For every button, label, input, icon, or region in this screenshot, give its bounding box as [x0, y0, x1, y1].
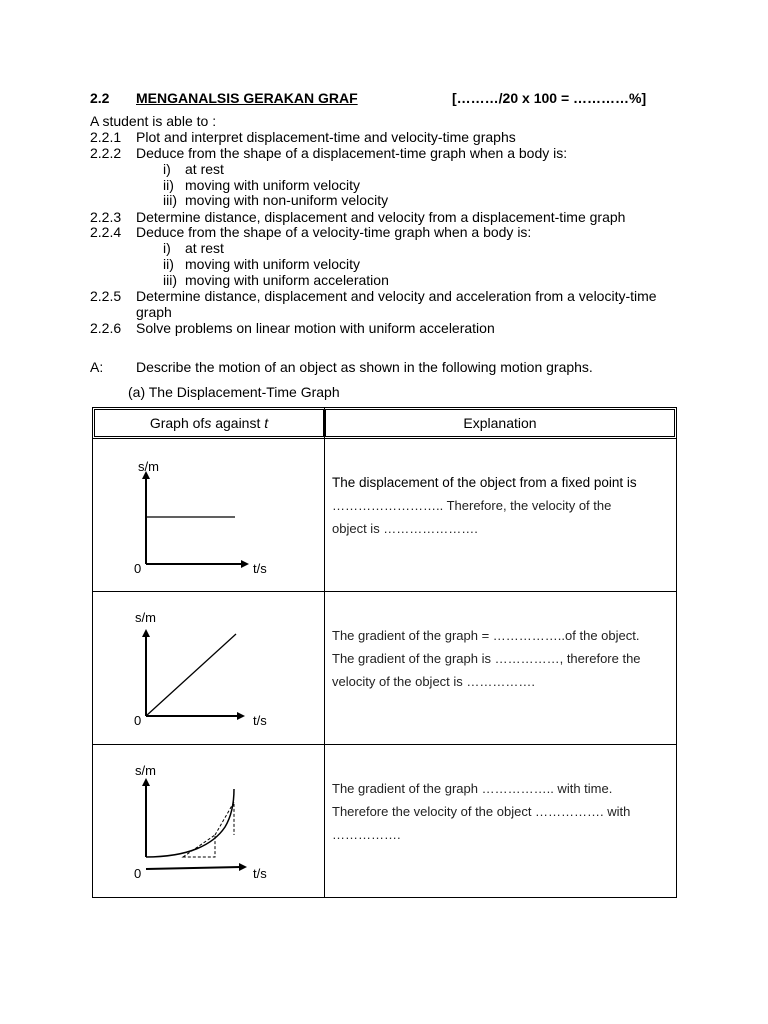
graph-cell [93, 592, 325, 745]
table-row [93, 745, 677, 898]
explanation-cell [325, 592, 677, 745]
y-axis-arrow [142, 629, 150, 637]
objective-number: 2.2.1 [90, 129, 122, 145]
objective-text: Determine distance, displacement and velocity from a displacement-time graph [136, 209, 626, 225]
motion-graph-table [92, 407, 677, 898]
explanation-line: The gradient of the graph …………….. with time. [332, 781, 613, 796]
axis-label-x: t/s [253, 713, 267, 728]
header-s-symbol: s [204, 415, 212, 431]
x-axis-arrow [237, 712, 245, 720]
subitem-text: moving with non-uniform velocity [185, 192, 389, 208]
axis-label-x: t/s [253, 561, 267, 576]
header-explanation-label: Explanation [463, 415, 537, 431]
header-t-symbol: t [264, 415, 269, 431]
subitem-text: moving with uniform velocity [185, 256, 361, 272]
axis-label-y: s/m [135, 610, 156, 625]
header-graph-mid: against [211, 415, 265, 431]
x-axis-arrow [239, 863, 247, 871]
explanation-line: The gradient of the graph = ……………..of the object. [332, 628, 640, 643]
x-axis [146, 867, 241, 869]
straight-line-mark [146, 634, 236, 716]
x-axis-arrow [241, 560, 249, 568]
header-explanation-column [325, 408, 677, 439]
section-number: 2.2 [90, 90, 110, 106]
explanation-line: ……………. [332, 827, 401, 842]
subitem-number: iii) [163, 272, 177, 288]
objective-text: Deduce from the shape of a displacement-time graph when a body is: [136, 145, 568, 161]
graph-cell [93, 745, 325, 898]
subitem-text: at rest [185, 161, 224, 177]
curve-mark [146, 789, 234, 857]
subitem-number: ii) [163, 256, 174, 272]
explanation-line: The displacement of the object from a fixed point is [332, 475, 637, 490]
objective-number: 2.2.3 [90, 209, 122, 225]
score-field: [………/20 x 100 = …………%] [452, 90, 647, 106]
objective-text: Deduce from the shape of a velocity-time graph when a body is: [136, 224, 532, 240]
intro-text: A student is able to : [90, 113, 217, 129]
origin-label: 0 [134, 561, 142, 576]
table-row [93, 592, 677, 745]
part-a-label: A: [90, 359, 104, 375]
explanation-line: Therefore the velocity of the object ……………. with [332, 804, 631, 819]
section-title: MENGANALSIS GERAKAN GRAF [136, 90, 358, 106]
part-a-subtitle: (a) The Displacement-Time Graph [128, 384, 340, 400]
subitem-number: i) [163, 161, 171, 177]
explanation-cell [325, 439, 677, 592]
explanation-line: velocity of the object is ……………. [332, 674, 536, 689]
displacement-time-graph-constant [93, 439, 324, 591]
origin-label: 0 [134, 866, 142, 881]
tangent-triangle-upper [215, 802, 234, 835]
explanation-line: The gradient of the graph is ……………, therefore the [332, 651, 641, 666]
explanation-line: object is …………………. [332, 521, 478, 536]
objective-text-continued: graph [136, 304, 172, 320]
subitem-text: moving with uniform acceleration [185, 272, 389, 288]
graph-cell [93, 439, 325, 592]
objective-number: 2.2.5 [90, 288, 122, 304]
subitem-number: i) [163, 240, 171, 256]
part-a-instruction: Describe the motion of an object as shown in the following motion graphs. [136, 359, 593, 375]
axis-label-y: s/m [135, 763, 156, 778]
table-row [93, 439, 677, 592]
header-graph-column [93, 408, 325, 439]
objective-number: 2.2.2 [90, 145, 122, 161]
objective-number: 2.2.6 [90, 320, 122, 336]
axis-label-x: t/s [253, 866, 267, 881]
header-graph-prefix: Graph of [149, 415, 205, 431]
explanation-cell [325, 745, 677, 898]
subitem-text: at rest [185, 240, 224, 256]
objective-number: 2.2.4 [90, 224, 122, 240]
y-axis-arrow [142, 778, 150, 786]
displacement-time-graph-linear [93, 592, 324, 744]
subitem-text: moving with uniform velocity [185, 177, 361, 193]
objective-text: Plot and interpret displacement-time and velocity-time graphs [136, 129, 516, 145]
subitem-number: ii) [163, 177, 174, 193]
explanation-line: …………………….. Therefore, the velocity of the [332, 498, 612, 513]
displacement-time-graph-curve [93, 745, 324, 897]
origin-label: 0 [134, 713, 142, 728]
objective-text: Determine distance, displacement and velocity and acceleration from a velocity-time [136, 288, 657, 304]
subitem-number: iii) [163, 192, 177, 208]
tangent-triangle-lower [183, 835, 215, 857]
objective-text: Solve problems on linear motion with uniform acceleration [136, 320, 495, 336]
axis-label-y: s/m [138, 459, 159, 474]
